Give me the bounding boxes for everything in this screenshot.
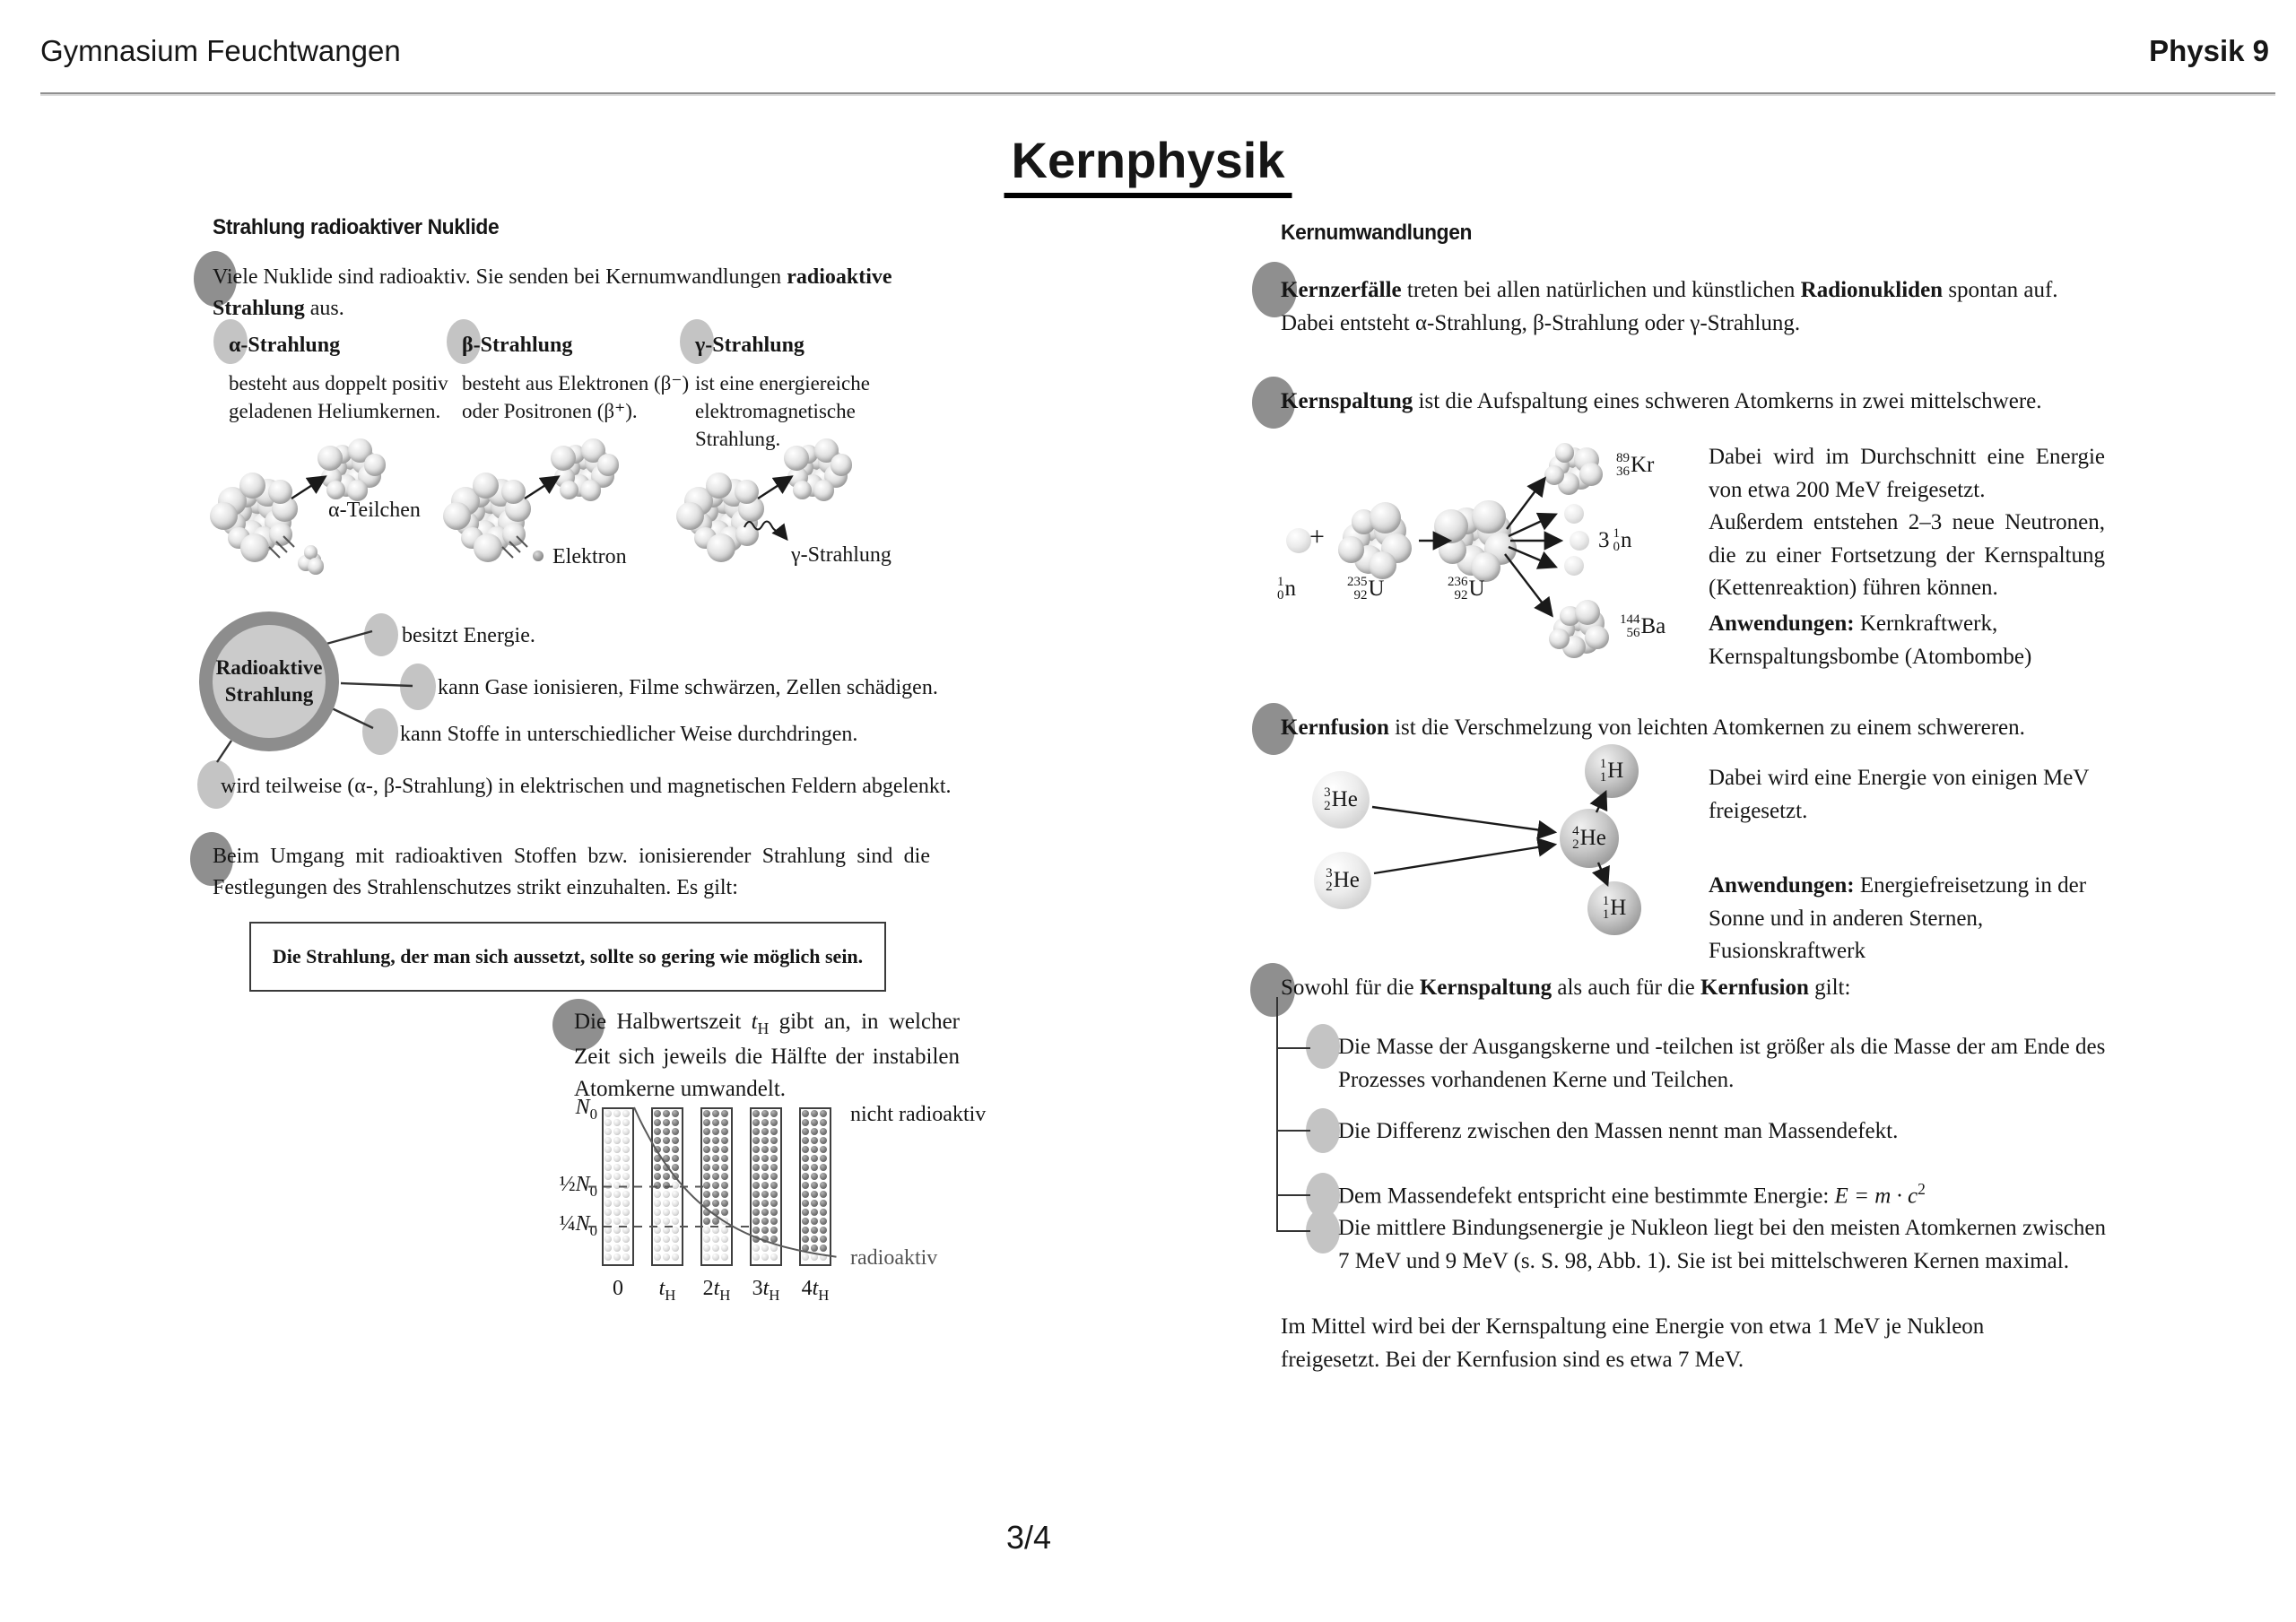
x-tick-2: $2t_H$ bbox=[702, 1277, 731, 1304]
both-item-2: Die Differenz zwischen den Massen nennt man Massendefekt. bbox=[1338, 1119, 1899, 1143]
nucleus-cluster bbox=[545, 432, 622, 507]
beta-heading: β-Strahlung bbox=[462, 334, 573, 357]
school-name: Gymnasium Feuchtwangen bbox=[40, 34, 401, 67]
neutron-sphere bbox=[1564, 504, 1584, 524]
halflife-symbol-sub: H bbox=[757, 1019, 770, 1037]
he3-label: 3 2 He bbox=[1326, 866, 1360, 894]
intro-pre: Viele Nuklide sind radioaktiv. Sie senden bei Kernumwandlungen bbox=[213, 265, 787, 289]
scan-bullet bbox=[1306, 1108, 1340, 1153]
nucleus-cluster bbox=[673, 466, 773, 563]
both-intro: Sowohl für die Kernspaltung als auch für die Kernfusion gilt: bbox=[1281, 976, 1851, 1000]
u235-label: 235 92 U bbox=[1347, 575, 1385, 603]
protection-paragraph: Beim Umgang mit radioaktiven Stoffen bzw. ionisierender Strahlung sind die Festlegungen des Strahlenschutzes strikt einzuhalten. Es gilt: bbox=[213, 845, 930, 900]
fission-rest: ist die Aufspaltung eines schweren Atomkerns in zwei mittelschwere. bbox=[1413, 389, 2042, 413]
gamma-desc: ist eine energiereiche elektromagnetische Strahlung. bbox=[695, 372, 870, 451]
mindmap-center-line2: Strahlung bbox=[224, 683, 314, 706]
tree-tick bbox=[1276, 1047, 1310, 1049]
kr-cluster bbox=[1541, 436, 1605, 500]
intro-post: aus. bbox=[304, 297, 344, 321]
fission-apps-bold: Anwendungen: bbox=[1709, 612, 1855, 636]
plus-sign: + bbox=[1309, 522, 1325, 551]
page-title: Kernphysik bbox=[1004, 131, 1292, 198]
both-item-1: Die Masse der Ausgangskerne und -teilchen ist größer als die Masse der am Ende des Prozesses vorhandenen Kerne und Teilchen. bbox=[1338, 1035, 2106, 1092]
header-divider bbox=[40, 92, 2275, 96]
alpha-particle-label: α-Teilchen bbox=[328, 499, 421, 522]
fission-applications bbox=[1709, 608, 2110, 673]
fission-diagram bbox=[1275, 429, 1706, 689]
fusion-bold: Kernfusion bbox=[1281, 716, 1389, 740]
annotation-radioactive: radioaktiv bbox=[850, 1246, 938, 1270]
decay-bold1: Kernzerfälle bbox=[1281, 278, 1402, 302]
scan-bullet bbox=[1306, 1024, 1340, 1069]
alpha-particle-cluster bbox=[292, 542, 328, 577]
x-tick-4: $4t_H$ bbox=[801, 1277, 830, 1304]
mindmap-branch-1: besitzt Energie. bbox=[402, 624, 535, 647]
u235-cluster bbox=[1331, 498, 1417, 584]
section-heading-left: Strahlung radioaktiver Nuklide bbox=[213, 215, 500, 239]
fusion-definition bbox=[1281, 712, 2124, 745]
intro-paragraph bbox=[213, 262, 932, 325]
h1-label: 1 1 H bbox=[1602, 894, 1627, 922]
ba-cluster bbox=[1544, 597, 1613, 665]
fission-definition bbox=[1281, 386, 2124, 419]
neutrons-out-label: 3 1 0 n bbox=[1598, 526, 1632, 554]
nucleus-cluster bbox=[439, 466, 540, 563]
halflife-symbol: t bbox=[751, 1010, 758, 1034]
he4-label: 4 2 He bbox=[1572, 824, 1606, 852]
tree-tick bbox=[1276, 1130, 1310, 1132]
y-tick-quarter-n0: $\frac{1}{4}N_0$ bbox=[559, 1212, 597, 1239]
safety-rule-box: Die Strahlung, der man sich aussetzt, sollte so gering wie möglich sein. bbox=[249, 922, 886, 992]
fusion-rest: ist die Verschmelzung von leichten Atomkernen zu einem schwereren. bbox=[1388, 716, 2025, 740]
neutron-in-label: 1 0 n bbox=[1277, 575, 1296, 603]
kr-label: 89 36 Kr bbox=[1616, 451, 1655, 479]
x-tick-3: $3t_H$ bbox=[752, 1277, 780, 1304]
gamma-heading: γ-Strahlung bbox=[695, 334, 804, 357]
halflife-pre: Die Halbwertszeit bbox=[574, 1010, 752, 1034]
fusion-text: Dabei wird eine Energie von einigen MeV freigesetzt. bbox=[1709, 766, 2089, 823]
halflife-post: gibt an, in welcher Zeit sich jeweils die Hälfte der instabilen Atomkerne umwandelt. bbox=[574, 1010, 960, 1102]
intro-bold: radioaktive Strahlung bbox=[213, 265, 892, 321]
alpha-heading: α-Strahlung bbox=[229, 334, 341, 357]
fusion-diagram bbox=[1283, 742, 1668, 976]
halflife-paragraph bbox=[574, 1006, 960, 1106]
scan-bullet bbox=[1306, 1209, 1340, 1253]
both-item-4: Die mittlere Bindungsenergie je Nukleon liegt bei den meisten Atomkernen zwischen 7 MeV und 9 MeV (s. S. 98, Abb. 1). Sie ist bei mittelschweren Kernen maximal. bbox=[1338, 1216, 2106, 1273]
beta-desc: besteht aus Elektronen (β⁻) oder Positronen (β⁺). bbox=[462, 372, 690, 423]
u236-cluster bbox=[1431, 494, 1524, 587]
neutron-sphere bbox=[1564, 556, 1584, 576]
mindmap-center bbox=[199, 612, 339, 751]
x-tick-0: 0 bbox=[613, 1277, 623, 1300]
fission-text1: Dabei wird im Durchschnitt eine Energie von etwa 200 MeV freigesetzt. bbox=[1709, 445, 2105, 502]
mindmap-center-line1: Radioaktive bbox=[215, 656, 323, 680]
decay-bold2: Radionukliden bbox=[1800, 278, 1944, 302]
decay-paragraph bbox=[1281, 274, 2108, 340]
closing-paragraph: Im Mittel wird bei der Kernspaltung eine Energie von etwa 1 MeV je Nukleon freigesetzt. Bei der Kernfusion sind es etwa 7 MeV. bbox=[1281, 1314, 1985, 1372]
mindmap-branch-3: kann Stoffe in unterschiedlicher Weise durchdringen. bbox=[400, 723, 858, 746]
fission-text bbox=[1709, 441, 2105, 605]
tree-vertical-line bbox=[1276, 997, 1278, 1232]
mindmap-branch-4: wird teilweise (α-, β-Strahlung) in elektrischen und magnetischen Feldern abgelenkt. bbox=[221, 775, 952, 798]
alpha-desc: besteht aus doppelt positiv geladenen Heliumkernen. bbox=[229, 372, 448, 423]
x-tick-1: $t_H$ bbox=[658, 1277, 676, 1304]
he3-label: 3 2 He bbox=[1324, 785, 1358, 813]
page-number: 3/4 bbox=[1006, 1519, 1052, 1556]
electron-label: Elektron bbox=[552, 545, 627, 568]
y-tick-half-n0: $\frac{1}{2}N_0$ bbox=[559, 1173, 597, 1200]
both-item-3: Dem Massendefekt entspricht eine bestimmte Energie: $E = m \cdot c^2$ bbox=[1338, 1180, 1926, 1209]
h1-label: 1 1 H bbox=[1599, 757, 1624, 785]
tree-tick bbox=[1276, 1194, 1310, 1196]
fission-bold: Kernspaltung bbox=[1281, 389, 1413, 413]
fission-text2: Außerdem entstehen 2–3 neue Neutronen, die zu einer Fortsetzung der Kernspaltung (Kettenreaktion) führen können. bbox=[1709, 510, 2105, 600]
neutron-sphere bbox=[1570, 531, 1589, 551]
annotation-not-radioactive: nicht radioaktiv bbox=[850, 1103, 987, 1126]
u236-label: 236 92 U bbox=[1448, 575, 1485, 603]
section-heading-right: Kernumwandlungen bbox=[1281, 221, 1473, 245]
gamma-ray-label: γ-Strahlung bbox=[791, 543, 891, 567]
nucleus-cluster bbox=[312, 432, 389, 507]
ba-label: 144 56 Ba bbox=[1620, 612, 1666, 640]
y-tick-n0: $N_0$ bbox=[575, 1096, 597, 1123]
decay-mid: treten bei allen natürlichen und künstlichen bbox=[1401, 278, 1801, 302]
fusion-apps-text: Energiefreisetzung in der Sonne und in anderen Sternen, Fusionskraftwerk bbox=[1709, 873, 2087, 963]
fusion-apps-bold: Anwendungen: bbox=[1709, 873, 1855, 898]
neutron-sphere bbox=[1286, 528, 1311, 553]
mindmap-branch-2: kann Gase ionisieren, Filme schwärzen, Zellen schädigen. bbox=[438, 676, 938, 699]
subject-label: Physik 9 bbox=[2149, 34, 2269, 67]
fission-apps-text: Kernkraftwerk, Kernspaltungsbombe (Atombombe) bbox=[1709, 612, 2032, 669]
tree-tick bbox=[1276, 1230, 1310, 1232]
decay-post: spontan auf. Dabei entsteht α-Strahlung, β-Strahlung oder γ-Strahlung. bbox=[1281, 278, 2058, 335]
fusion-applications bbox=[1709, 870, 2117, 968]
